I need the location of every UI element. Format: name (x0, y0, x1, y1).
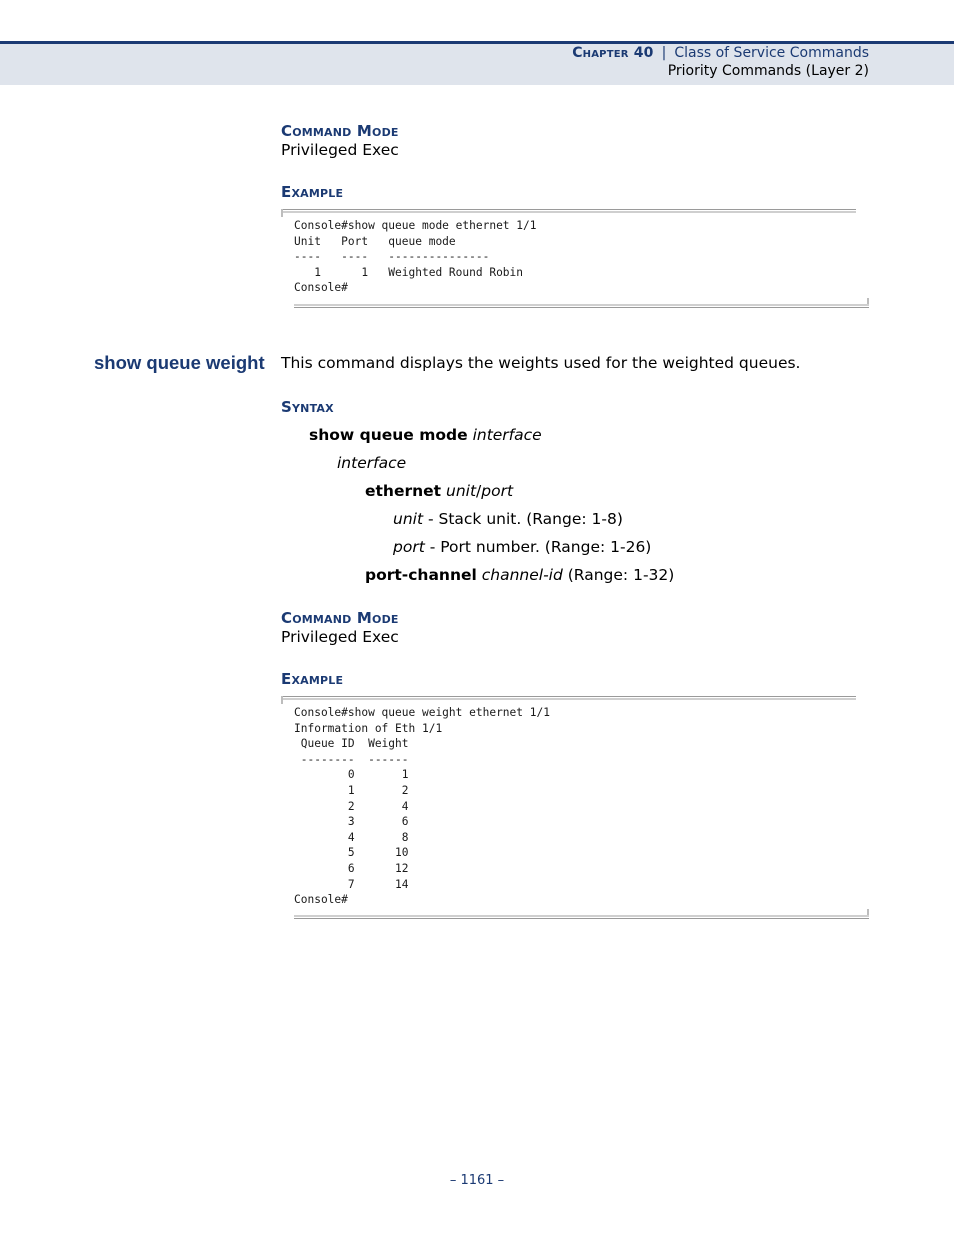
syntax-interface-param: interface (337, 454, 407, 472)
code-box-bottom-rule (294, 304, 869, 308)
header-chapter: Chapter 40 (572, 45, 654, 61)
syntax-line-port (393, 538, 651, 556)
syntax-command: show queue mode (309, 426, 468, 444)
syntax-line-interface (337, 454, 406, 472)
command-description: This command displays the weights used for the weighted queues. (281, 354, 801, 372)
example-heading-2: Example (281, 670, 344, 688)
code-example-queue-mode (281, 209, 869, 310)
header-separator: | (661, 45, 667, 61)
syntax-line-command (309, 426, 542, 444)
syntax-ethernet-port: port (481, 482, 514, 500)
command-mode-value: Privileged Exec (281, 141, 399, 159)
header-subtitle: Priority Commands (Layer 2) (667, 63, 869, 79)
code-box-top-rule (281, 209, 856, 213)
syntax-line-port-channel (365, 566, 674, 584)
syntax-port-channel-keyword: port-channel (365, 566, 477, 584)
page-number: – 1161 – (449, 1173, 505, 1188)
syntax-channel-id-param: channel-id (481, 566, 563, 584)
syntax-unit-desc: - Stack unit. (Range: 1-8) (423, 510, 623, 528)
syntax-unit-param: unit (393, 510, 424, 528)
syntax-ethernet-keyword: ethernet (365, 482, 442, 500)
syntax-heading: Syntax (281, 398, 334, 416)
command-title: show queue weight (94, 352, 265, 373)
code-example-queue-weight (281, 696, 869, 922)
command-mode-value-2: Privileged Exec (281, 628, 399, 646)
example-heading: Example (281, 183, 344, 201)
code-box-bottom-rule (294, 915, 869, 919)
code-block: Console#show queue weight ethernet 1/1 Information of Eth 1/1 Queue ID Weight -------- ------ 0 1 1 2 2 4 3 6 4 8 5 10 6 12 7 14 Console# (294, 706, 550, 907)
syntax-port-param: port (393, 538, 425, 556)
code-box-top-rule (281, 696, 856, 700)
command-mode-heading-2: Command Mode (281, 609, 399, 627)
syntax-line-unit (393, 510, 623, 528)
header-chapter-title: Class of Service Commands (674, 45, 869, 61)
code-box-top-tick (281, 209, 283, 217)
syntax-ethernet-unit: unit (446, 482, 477, 500)
header-chapter-line (572, 45, 869, 61)
syntax-command-param: interface (472, 426, 542, 444)
syntax-line-ethernet (365, 482, 513, 500)
command-mode-heading: Command Mode (281, 122, 399, 140)
code-block: Console#show queue mode ethernet 1/1 Unit Port queue mode ---- ---- --------------- 1 1 Weighted Round Robin Console# (294, 219, 537, 295)
code-box-top-tick (281, 696, 283, 704)
syntax-port-desc: - Port number. (Range: 1-26) (424, 538, 652, 556)
syntax-ethernet-slash: / (476, 482, 482, 500)
syntax-channel-id-desc: (Range: 1-32) (562, 566, 675, 584)
